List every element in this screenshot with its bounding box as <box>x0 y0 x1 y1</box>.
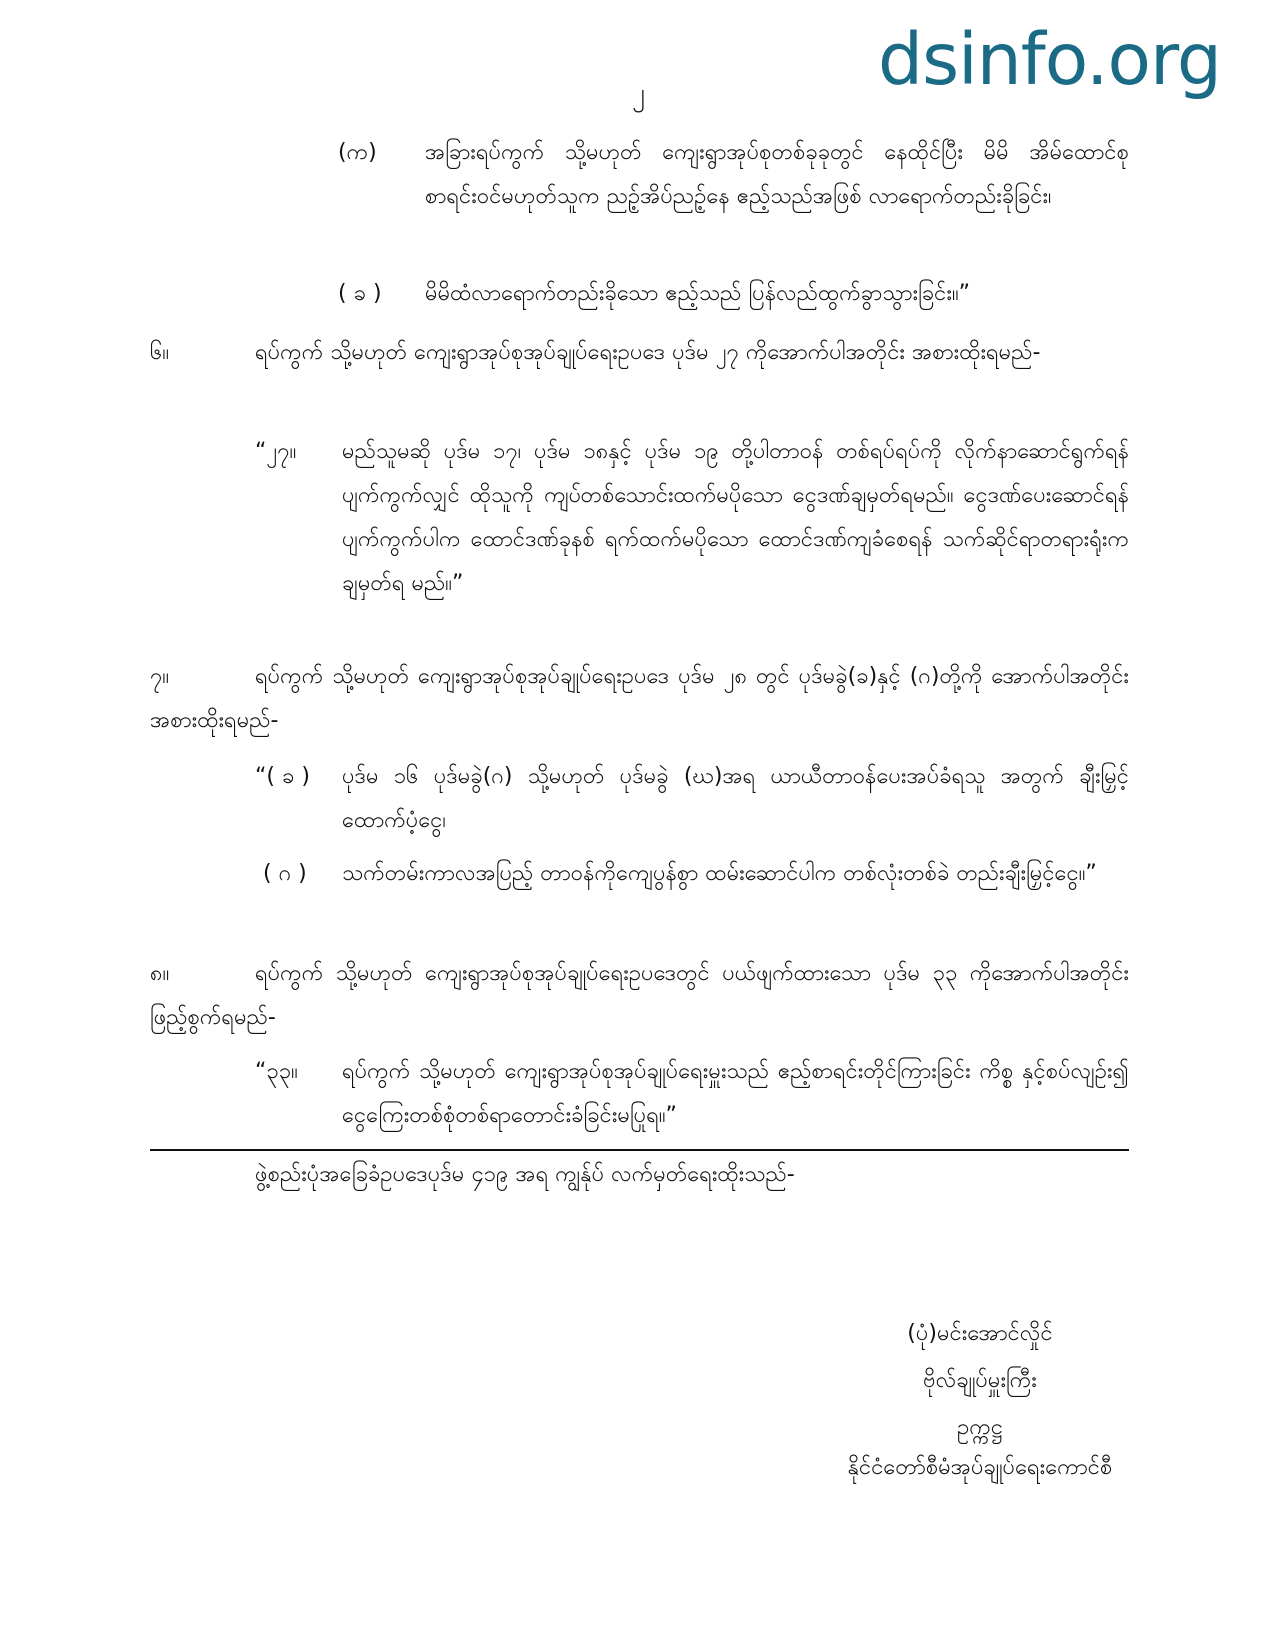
quote-27-text: မည်သူမဆို ပုဒ်မ ၁၇၊ ပုဒ်မ ၁၈နှင့် ပုဒ်မ ၁၉ တို့ပါတာဝန် တစ်ရပ်ရပ်ကို လိုက်နာဆောင်ရွက်ရန်ပျက်ကွက်လျှင် ထိုသူကို ကျပ်တစ်သောင်းထက်မပိုသော ငွေဒဏ်ချမှတ်ရမည်။ ငွေဒဏ်ပေးဆောင်ရန် ပျက်ကွက်ပါက ထောင်ဒဏ်ခုနစ် ရက်ထက်မပိုသော ထောင်ဒဏ်ကျခံစေရန် သက်ဆိုင်ရာတရားရုံးက ချမှတ်ရ မည်။” <box>342 439 1129 596</box>
item-marker-kha: ( ခ ) <box>338 281 382 306</box>
section-7-text: ရပ်ကွက် သို့မဟုတ် ကျေးရွာအုပ်စုအုပ်ချုပ်ရေးဥပဒေ ပုဒ်မ ၂၈ တွင် ပုဒ်မခွဲ(ခ)နှင့် (ဂ)တို့ကို အောက်ပါအတိုင်းအစားထိုးရမည်- <box>150 664 1129 733</box>
item-kha-text: မိမိထံလာရောက်တည်းခိုသော ဧည့်သည် ပြန်လည်ထွက်ခွာသွားခြင်း။” <box>425 281 971 306</box>
item-ka-text: အခြားရပ်ကွက် သို့မဟုတ် ကျေးရွာအုပ်စုတစ်ခုခုတွင် နေထိုင်ပြီး မိမိ အိမ်ထောင်စုစာရင်းဝင်မဟုတ်သူက ညဥ့်အိပ်ညဥ့်နေ ဧည့်သည်အဖြစ် လာရောက်တည်းခိုခြင်း၊ <box>425 140 1129 209</box>
page-number: ၂ <box>632 78 645 108</box>
quote-28-kha-text: ပုဒ်မ ၁၆ ပုဒ်မခွဲ(ဂ) သို့မဟုတ် ပုဒ်မခွဲ (ဃ)အရ ယာယီတာဝန်ပေးအပ်ခံရသူ အတွက် ချီးမြှင့်ထောက်ပံ့ငွေ၊ <box>342 764 1129 833</box>
section-6-number: ၆။ <box>150 340 170 365</box>
signature-rank: ဗိုလ်ချုပ်မှူးကြီး <box>923 1368 1037 1393</box>
quote-33-text: ရပ်ကွက် သို့မဟုတ် ကျေးရွာအုပ်စုအုပ်ချုပ်ရေးမှူးသည် ဧည့်စာရင်းတိုင်ကြားခြင်း ကိစ္စ နှင့်စပ်လျဉ်း၍ ငွေကြေးတစ်စုံတစ်ရာတောင်းခံခြင်းမပြုရ။” <box>342 1059 1129 1128</box>
quote-28-ga-text: သက်တမ်းကာလအပြည့် တာဝန်ကိုကျေပွန်စွာ ထမ်းဆောင်ပါက တစ်လုံးတစ်ခဲ တည်းချီးမြှင့်ငွေ။” <box>342 861 1097 886</box>
signature-title: ဥက္ကဋ္ဌ <box>957 1415 1003 1440</box>
section-7-number: ၇။ <box>150 664 170 689</box>
quote-27-marker: “၂၇။ <box>255 439 297 464</box>
signature-name: (ပုံ)မင်းအောင်လှိုင် <box>907 1321 1053 1346</box>
section-8-number: ၈။ <box>150 961 170 986</box>
quote-33-marker: “၃၃။ <box>255 1059 298 1084</box>
quote-28-ga-marker: ( ဂ ) <box>263 861 307 886</box>
item-marker-ka: (က) <box>338 140 377 165</box>
watermark-logo: dsinfo.org <box>878 18 1221 101</box>
section-8-text: ရပ်ကွက် သို့မဟုတ် ကျေးရွာအုပ်စုအုပ်ချုပ်ရေးဥပဒေတွင် ပယ်ဖျက်ထားသော ပုဒ်မ ၃၃ ကိုအောက်ပါအတိုင်း ဖြည့်စွက်ရမည်- <box>150 961 1129 1030</box>
signing-statement: ဖွဲ့စည်းပုံအခြေခံဥပဒေပုဒ်မ ၄၁၉ အရ ကျွန်ုပ် လက်မှတ်ရေးထိုးသည်- <box>255 1162 795 1187</box>
horizontal-rule <box>150 1149 1129 1151</box>
section-6-text: ရပ်ကွက် သို့မဟုတ် ကျေးရွာအုပ်စုအုပ်ချုပ်ရေးဥပဒေ ပုဒ်မ ၂၇ ကိုအောက်ပါအတိုင်း အစားထိုးရမည်- <box>255 340 1041 365</box>
quote-28-kha-marker: “( ခ ) <box>255 764 310 789</box>
signature-office: နိုင်ငံတော်စီမံအုပ်ချုပ်ရေးကောင်စီ <box>847 1455 1113 1480</box>
